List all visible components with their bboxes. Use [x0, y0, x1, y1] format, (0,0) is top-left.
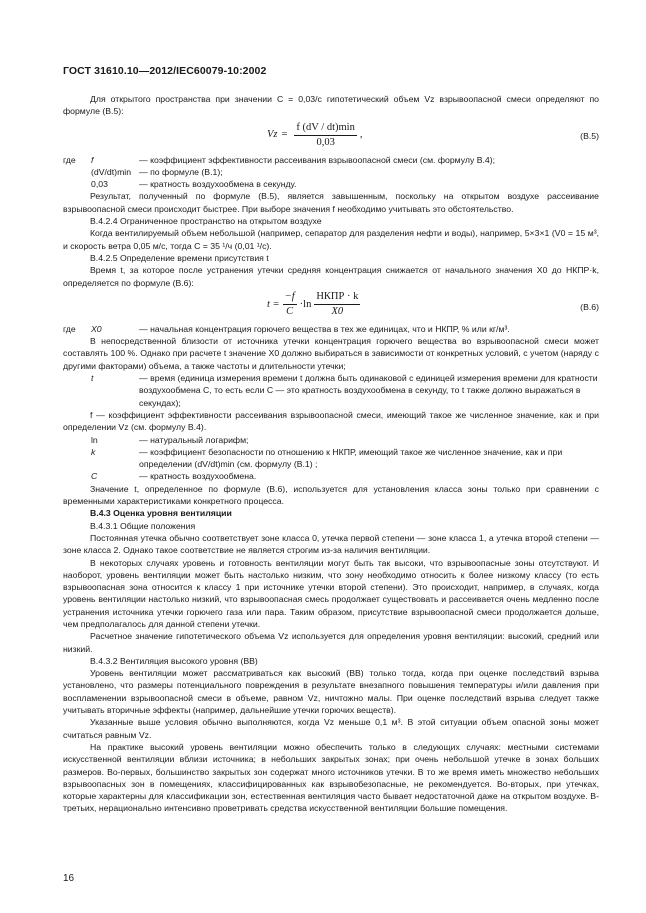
definitions-list [63, 154, 599, 191]
def-text: — кратность воздухообмена в секунду. [139, 179, 297, 190]
section-heading: В.4.3.1 Общие положения [90, 520, 196, 531]
def-text: — кратность воздухообмена. [139, 471, 257, 482]
paragraph: Уровень вентиляции может рассматриваться как высокий (ВВ) только тогда, когда при оценке последствий взрыва установлено, что размеры потенциального повреждения в результате внезапного повышения температуры и/или давления при воспламенении взрывоопасной смеси в объеме, равном Vz, ничтожно малы. При оценке последствий взрыва следует также учитывать вторичные эффекты (например, дальнейшие утечки горючих веществ). [63, 668, 599, 716]
section-heading: В.4.2.5 Определение времени присутствия t [90, 252, 269, 263]
def-text: — натуральный логарифм; [139, 434, 249, 445]
definition-f: f — коэффициент эффективности рассеивания взрывоопасной смеси, имеющий такое же численное значение, как и при определении Vz (см. формулу В.4). [63, 409, 599, 433]
definition-x0 [63, 323, 599, 335]
def-symbol: k [91, 446, 96, 457]
formula-b6 [63, 289, 599, 323]
paragraph: Указанные выше условия обычно выполняются, когда Vz меньше 0,1 м³. В этой ситуации объем опасной зоны может считаться равным Vz. [63, 717, 599, 740]
formula-fraction: $\frac{\text{НКПР · k}}{X0}$ [316, 290, 359, 318]
def-text: — по формуле (В.1); [139, 166, 223, 177]
section-heading: В.4.3.2 Вентиляция высокого уровня (ВВ) [90, 655, 258, 666]
document-header: ГОСТ 31610.10—2012/IEC60079-10:2002 [63, 65, 267, 77]
formula-number: (В.5) [580, 130, 599, 141]
section-heading: В.4.3 Оценка уровня вентиляции [90, 508, 232, 519]
paragraph: В некоторых случаях уровень и готовность вентиляции могут быть так высоки, что взрывоопасные зоны отсутствуют. И наоборот, уровень вентиляции может быть настолько низким, что зону необходимо относить к более низкому классу (то есть взрывоопасная зона относится к классу 1 при источнике утечки второй степени). Это происходит, например, в случаях, когда уровень вентиляции настолько низкий, что взрывоопасная смесь продолжает существовать и рассеивается очень медленно после устранения источника утечки горючего газа или пара. Таким образом, присутствие взрывоопасной смеси продолжается дольше, чем предполагалось для данной степени утечки. [63, 557, 599, 629]
paragraph: Расчетное значение гипотетического объема Vz используется для определения уровня вентиляции: высокий, средний или низкий. [63, 631, 599, 654]
formula-b5: Vz = $\frac{f (dV / dt)\min}{0,03}$ , (В.5) [267, 121, 599, 148]
def-text: — начальная концентрация горючего вещества в тех же единицах, что и НКПР, % или кг/м³. [139, 323, 510, 334]
section-heading: В.4.2.4 Ограниченное пространство на открытом воздухе [90, 216, 322, 227]
paragraph: Постоянная утечка обычно соответствует зоне класса 0, утечка первой степени — зоне класса 1, а утечка второй степени — зоне класса 2. Однако такое соответствие не является строгим из-за наличия вентиляции. [63, 532, 599, 556]
formula-lhs: t = [267, 298, 280, 310]
paragraph: Результат, полученный по формуле (В.5), является завышенным, поскольку на открытом воздухе рассеивание взрывоопасной смеси происходит быстрее. При выборе значения f необходимо учитывать это обстоятельство. [63, 191, 599, 214]
formula-fraction: $\frac{-f}{C}$ [284, 290, 295, 318]
definition-k [63, 446, 599, 471]
page-number: 16 [63, 873, 75, 884]
formula-tail: , [359, 129, 363, 141]
def-text: — коэффициент эффективности рассеивания взрывоопасной смеси (см. формулу В.4); [139, 154, 496, 165]
document-body [63, 93, 599, 815]
paragraph: В непосредственной близости от источника утечки концентрация горючего вещества во взрывоопасной смеси может составлять 100 %. Однако при расчете t значение X0 должно выбираться в зависимости от конкретных условий, с учетом (наряду с другими факторами) объема, а также частоты и длительности утечки; [63, 336, 599, 371]
paragraph: Значение t, определенное по формуле (В.6), используется для установления класса зоны только при сравнении с временными характеристиками конкретного процесса. [63, 483, 599, 507]
def-symbol: f [91, 154, 94, 165]
def-text: — коэффициент безопасности по отношению к НКПР, имеющий такое же численное значение, как и при определении (dV/dt)min (см. формулу (В.1) ; [139, 446, 563, 470]
def-symbol: X0 [91, 323, 102, 334]
where-label: где [63, 154, 76, 165]
def-symbol: t [91, 373, 94, 384]
formula-numerator: f (dV / dt)min [294, 122, 356, 136]
paragraph: Когда вентилируемый объем небольшой (например, сепаратор для разделения нефти и воды), например, 5×3×1 (V0 = 15 м³, и скорость ветра 0,05 м/с, тогда C = 35 ¹/ч (0,01 ¹/с). [63, 228, 599, 251]
def-symbol: 0,03 [91, 179, 108, 190]
definition-c [63, 470, 599, 482]
formula-lhs: Vz [267, 129, 278, 141]
formula-fraction [294, 122, 356, 150]
formula-denominator: 0,03 [316, 136, 335, 148]
paragraph: Время t, за которое после устранения утечки средняя концентрация снижается от начального значения X0 до НКПР·k, определяется по формуле (В.6): [63, 265, 599, 288]
where-label: где [63, 323, 76, 334]
paragraph: Для открытого пространства при значении C = 0,03/с гипотетический объем Vz взрывоопасной смеси определяют по формуле (В.5): [63, 94, 599, 117]
def-symbol: C [91, 471, 98, 482]
formula-ln: ·ln [299, 298, 312, 310]
definition-t [63, 372, 599, 409]
def-text: — время (единица измерения времени t должна быть одинаковой с единицей измерения времени для кратности воздухообмена C, то есть если C — это кратность воздухообмена в секунду, то t также должно выражаться в секундах); [139, 373, 598, 408]
paragraph: На практике высокий уровень вентиляции можно обеспечить только в следующих случаях: местными системами искусственной вентиляции вблизи источника; в небольших закрытых зонах; при очень небольшой утечке в зонах больших размеров. Во-первых, большинство закрытых зон содержат много источников утечки. В то же время иметь множество небольших взрывоопасных зон в помещениях, классифицированных как взрывобезопасные, не рекомендуется. Во-вторых, при утечках, которые характерны для классификации зон, естественная вентиляция часто бывает недостаточной даже на открытом воздухе. В-третьих, нерационально интенсивно проветривать средства искусственной вентиляции большие помещения. [63, 741, 599, 814]
def-symbol: (dV/dt)min [91, 166, 132, 177]
def-symbol: ln [91, 434, 98, 445]
formula-number: (В.6) [580, 301, 599, 312]
definition-ln [63, 434, 599, 446]
